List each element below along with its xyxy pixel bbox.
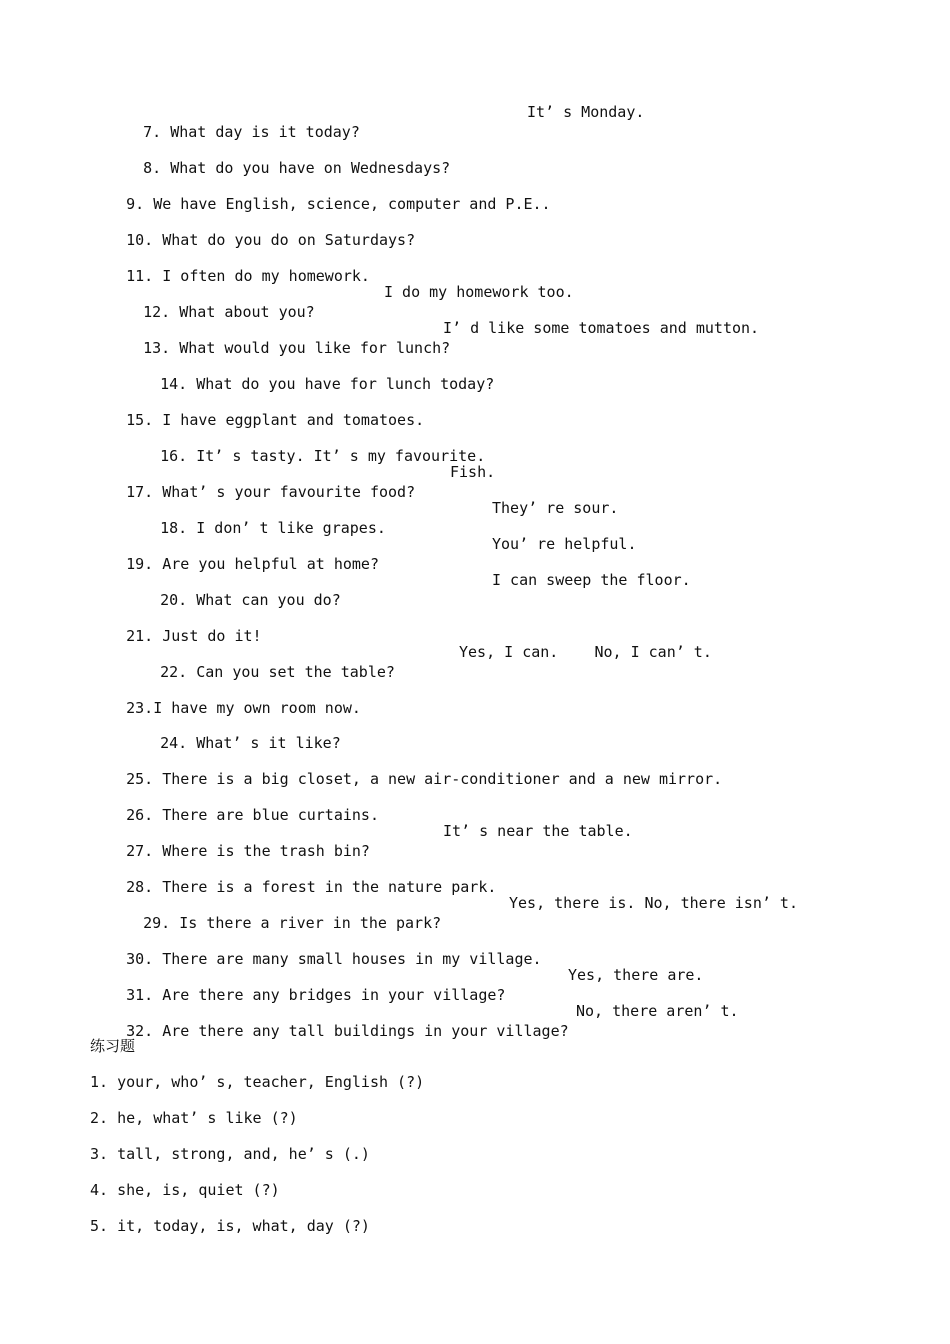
sentence-14 <box>124 354 495 393</box>
sentence-text: 8. What do you have on Wednesdays? <box>143 159 451 177</box>
sentence-text: 24. What’ s it like? <box>160 734 341 752</box>
sentence-17 <box>90 462 496 501</box>
sentence-21 <box>90 606 262 645</box>
sentence-text: 23.I have my own room now. <box>126 699 361 717</box>
sentence-answer: I can sweep the floor. <box>492 571 691 589</box>
sentence-text: 22. Can you set the table? <box>160 663 395 681</box>
sentence-16 <box>124 426 486 465</box>
sentence-text: 14. What do you have for lunch today? <box>160 375 495 393</box>
sentence-23 <box>90 678 361 717</box>
sentence-text: 18. I don’ t like grapes. <box>160 519 386 537</box>
sentence-text: 28. There is a forest in the nature park. <box>126 878 497 896</box>
sentence-28 <box>90 857 497 896</box>
sentence-12 <box>107 282 574 321</box>
exercise-item: 1. your, who’ s, teacher, English (?) <box>90 1073 425 1091</box>
sentence-8 <box>107 138 451 177</box>
sentence-answer: I do my homework too. <box>384 283 574 301</box>
sentence-text: 20. What can you do? <box>160 591 341 609</box>
sentence-text: 17. What’ s your favourite food? <box>126 483 416 501</box>
exercise-item: 4. she, is, quiet (?) <box>90 1181 280 1199</box>
sentence-text: 13. What would you like for lunch? <box>143 339 451 357</box>
exercise-item: 5. it, today, is, what, day (?) <box>90 1217 370 1235</box>
sentence-20 <box>124 570 691 609</box>
sentence-text: 11. I often do my homework. <box>126 267 370 285</box>
sentence-answer: Yes, there is. No, there isn’ t. <box>509 894 798 912</box>
sentence-text: 26. There are blue curtains. <box>126 806 379 824</box>
sentence-19 <box>90 534 637 573</box>
sentence-26 <box>90 785 379 824</box>
sentence-answer: It’ s Monday. <box>527 103 645 121</box>
sentence-answer: No, there aren’ t. <box>576 1002 739 1020</box>
sentence-31 <box>90 965 704 1004</box>
sentence-text: 25. There is a big closet, a new air-conditioner and a new mirror. <box>126 770 723 788</box>
sentence-18 <box>124 498 619 537</box>
sentence-22 <box>124 642 712 681</box>
sentence-15 <box>90 390 425 429</box>
sentence-text: 29. Is there a river in the park? <box>143 914 442 932</box>
exercise-item: 2. he, what’ s like (?) <box>90 1109 298 1127</box>
sentence-9 <box>90 174 551 213</box>
sentence-answer: I’ d like some tomatoes and mutton. <box>443 319 760 337</box>
sentence-answer: You’ re helpful. <box>492 535 637 553</box>
sentence-answer: It’ s near the table. <box>443 822 633 840</box>
sentence-text: 27. Where is the trash bin? <box>126 842 370 860</box>
sentence-27 <box>90 821 633 860</box>
sentence-text: 12. What about you? <box>143 303 315 321</box>
sentence-text: 30. There are many small houses in my village. <box>126 950 542 968</box>
exercise-heading: 练习题 <box>90 1037 136 1055</box>
sentence-answer: Fish. <box>450 463 496 481</box>
sentence-text: 16. It’ s tasty. It’ s my favourite. <box>160 447 486 465</box>
sentence-text: 31. Are there any bridges in your village? <box>126 986 506 1004</box>
sentence-25 <box>90 749 723 788</box>
sentence-answer: They’ re sour. <box>492 499 619 517</box>
sentence-text: 7. What day is it today? <box>143 123 360 141</box>
sentence-32 <box>90 1001 739 1040</box>
sentence-7 <box>107 102 645 141</box>
sentence-text: 21. Just do it! <box>126 627 262 645</box>
sentence-text: 32. Are there any tall buildings in your village? <box>126 1022 569 1040</box>
sentence-text: 15. I have eggplant and tomatoes. <box>126 411 425 429</box>
exercise-item: 3. tall, strong, and, he’ s (.) <box>90 1145 370 1163</box>
sentence-text: 19. Are you helpful at home? <box>126 555 379 573</box>
sentence-answer: Yes, there are. <box>568 966 704 984</box>
sentence-13 <box>107 318 760 357</box>
sentence-29 <box>107 893 798 932</box>
sentence-answer: Yes, I can. No, I can’ t. <box>459 643 712 661</box>
sentence-10 <box>90 210 416 249</box>
sentence-text: 10. What do you do on Saturdays? <box>126 231 416 249</box>
sentence-11 <box>90 246 370 285</box>
sentence-24 <box>124 713 341 752</box>
sentence-30 <box>90 929 542 968</box>
sentence-text: 9. We have English, science, computer and P.E.. <box>126 195 551 213</box>
